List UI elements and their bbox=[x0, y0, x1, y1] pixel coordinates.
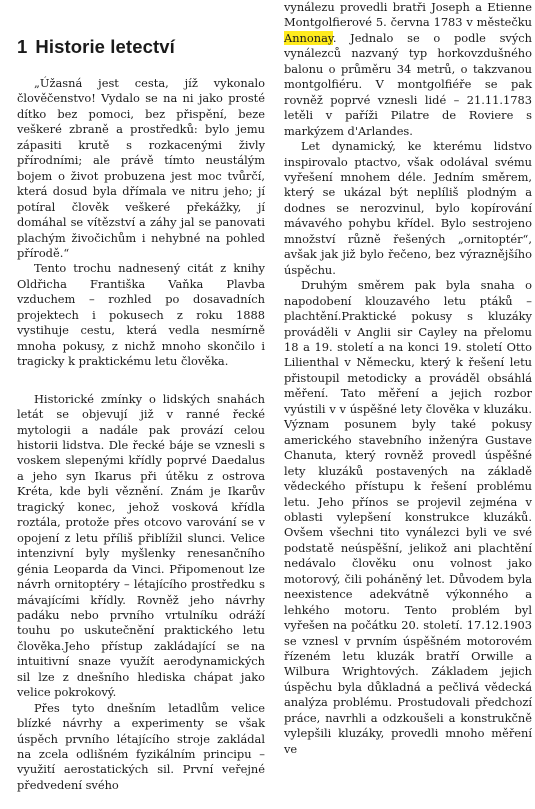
montgolfier-text-end: . Jednalo se o podle svých vynálezců nazvaný typ horkovzdušného balonu o průměru 34 metrů, o takzvanou montgolfiéru. V montgolfiéře se pak rovněž poprvé vznesli lidé – 21.11.1783 letěli v paříži Pilatre de Roviere s markýzem d'Arlandes. bbox=[284, 30, 532, 138]
section-title: Historie letectví bbox=[35, 36, 175, 57]
section-number: 1 bbox=[17, 36, 28, 57]
left-column bbox=[17, 0, 265, 793]
paragraph-aerostatic: Přes tyto dnešním letadlům velice blízké návrhy a experimenty se však úspěch prvního létajícího stroje zakládal na zcela odlišném fyzikálním principu – využití aerostatických sil. První veřejné předvedení svého bbox=[17, 700, 265, 792]
opening-quote: „Úžasná jest cesta, jíž vykonalo člověčenstvo! Vydalo se na ni jako prosté dítko bez pomoci, bez přispění, beze veškeré zbraně a prostředků: bylo jemu zápasiti krutě s rozkacenými živly přírodními; ale právě tímto neustálým bojem o život probuzena jest moc tvůrčí, která dosud byla dřímala ve nitru jeho; jí potíral člověk veškeré překážky, jí domáhal se vítězství a záhy jal se panovati plachým živočichům i nehybné na pohled přírodě.“ bbox=[17, 76, 265, 260]
paragraph-dynamic-flight: Let dynamický, ke kterému lidstvo inspirovalo ptactvo, však odolával svému vyřešení mnohem déle. Jedním směrem, který se ukázal být neplíliš plodným a dodnes se nerozvinul, bylo kopírování mávavého pohybu křídel. Bylo sestrojeno množství různě řešených „ornitoptér“, avšak jak již bylo řečeno, bez výraznějšího úspěchu. bbox=[284, 139, 532, 277]
section-heading bbox=[17, 36, 265, 58]
right-column bbox=[284, 0, 532, 757]
highlighted-word: Annonay bbox=[284, 30, 333, 45]
montgolfier-text-start: vynálezu provedli bratři Joseph a Etienne Montgolfierové 5. června 1783 v městečku bbox=[284, 0, 532, 30]
paragraph-citation: Tento trochu nadnesený citát z knihy Oldřicha Františka Vaňka Plavba vzduchem – rozhled po dosavadních projektech i pokusech z roku 1888 vystihuje cestu, která vedla nesmírně mnoha pokusy, z nichž mnoho skončilo i tragicky k praktickému letu člověka. bbox=[17, 261, 265, 369]
paragraph-history: Historické zmínky o lidských snahách letát se objevují již v ranné řecké mytologii a nadále pak provází celou historii lidstva. Dle řecké báje se vznesli s voskem slepenými křídly poprvé Daedalus a jeho syn Ikarus při útěku z ostrova Kréta, kde byli věznění. Znám je Ikarův tragický konec, jehož vosková křídla roztála, protože přes otcovo varování se v opojení z letu příliš přiblížil slunci. Velice intenzivní byly myšlenky renesančního génia Leoparda da Vinci. Připomenout lze návrh ornitoptéry – létajícího prostředku s mávajícími křídly. Rovněž jeho návrhy padáku nebo prvního vrtulníku odráží touhu po uskutečnění praktického letu člověka.Jeho přístup zakládající se na intuitivní snaze využít aerodynamických sil lze z dnešního hlediska chápat jako velice pokrokový. bbox=[17, 391, 265, 700]
paragraph-montgolfier bbox=[284, 0, 532, 139]
paragraph-gliding: Druhým směrem pak byla snaha o napodobení klouzavého letu ptáků – plachtění.Praktické pokusy s kluzáky prováděli v Anglii sir Cayley na přelomu 18 a 19. století a na konci 19. století Otto Lilienthal v Německu, který k řešení letu přistoupil metodicky a prováděl obsáhlá měření. Tato měření a jejich rozbor vyústili v v úspěšné lety člověka v kluzáku. Význam posunem byly také pokusy amerického stavebního inženýra Gustave Chanuta, který rovněž provedl úspěšné lety kluzáků postavených na základě vědeckého přístupu k řešení problému letu. Jeho přínos se projevil zejména v oblasti vylepšení konstrukce kluzáků. Ovšem všechni tito vynálezci byli ve své podstatě neúspěšní, jelikož ani plachtění nedávalo člověku onu volnost jako motorový, čili poháněný let. Důvodem byla neexistence adekvátně výkonného a lehkého motoru. Tento problém byl vyřešen na počátku 20. století. 17.12.1903 se vznesl v prvním úspěšném motorovém řízeném letu kluzák bratří Orwille a Wilbura Wrightových. Základem jejich úspěchu byla důkladná a pečlivá vědecká analýza problému. Prostudovali předchozí práce, navrhli a odzkoušeli a konstrukčně vylepšili kluzáky, provedli mnoho měření ve bbox=[284, 278, 532, 756]
paragraph-gap bbox=[17, 370, 265, 392]
